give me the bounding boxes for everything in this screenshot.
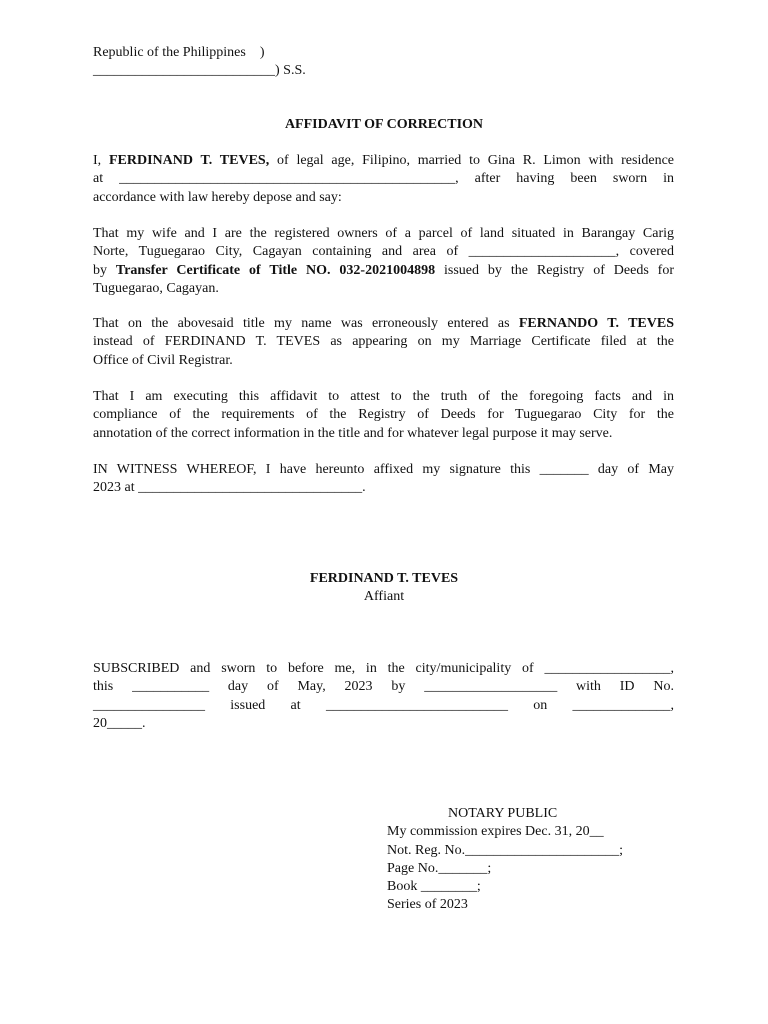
- venue-block: [93, 44, 353, 81]
- notary-series: Series of 2023: [387, 897, 468, 913]
- venue-ss-line: __________________________) S.S.: [93, 63, 306, 79]
- witness-line: 2023 at ________________________________.: [93, 480, 366, 496]
- document-title: AFFIDAVIT OF CORRECTION: [284, 117, 484, 132]
- purpose-line: compliance of the requirements of the Registry of Deeds for Tuguegarao City for the: [93, 407, 674, 423]
- intro-paragraph: [93, 152, 674, 207]
- purpose-line: annotation of the correct information in the title and for whatever legal purpose it may serve.: [93, 425, 613, 441]
- ownership-line: That my wife and I are the registered owners of a parcel of land situated in Barangay Carig: [93, 226, 674, 241]
- venue-country-line: Republic of the Philippines ): [93, 45, 265, 60]
- notary-book: Book ________;: [387, 879, 481, 895]
- affiant-name-inline: FERDINAND T. TEVES,: [108, 153, 270, 168]
- ownership-paragraph: [93, 225, 674, 298]
- witness-paragraph: [93, 461, 674, 498]
- notary-page-no: Page No._______;: [387, 860, 492, 876]
- notary-commission: My commission expires Dec. 31, 20__: [387, 824, 604, 840]
- jurat-line: 20_____.: [93, 715, 146, 731]
- witness-line: IN WITNESS WHEREOF, I have hereunto affixed my signature this _______ day of May: [93, 462, 674, 477]
- jurat-line: ________________ issued at __________________________ on ______________,: [93, 697, 674, 713]
- intro-line: at ________________________________________________, after having been sworn in: [93, 171, 674, 187]
- purpose-paragraph: [93, 388, 674, 443]
- affiant-name: FERDINAND T. TEVES: [309, 571, 459, 586]
- notary-block: [387, 805, 687, 915]
- intro-line: I, FERDINAND T. TEVES, of legal age, Filipino, married to Gina R. Limon with residence: [93, 153, 674, 168]
- affiant-label: Affiant: [363, 589, 405, 605]
- jurat-line: SUBSCRIBED and sworn to before me, in the city/municipality of __________________,: [93, 661, 674, 676]
- title-number: Transfer Certificate of Title NO. 032-2021004898: [115, 262, 436, 278]
- notary-title: NOTARY PUBLIC: [448, 806, 558, 821]
- ownership-line: Norte, Tuguegarao City, Cagayan containing and area of _____________________, covered: [93, 244, 674, 260]
- error-line: That on the abovesaid title my name was erroneously entered as FERNANDO T. TEVES: [93, 316, 674, 331]
- error-line: Office of Civil Registrar.: [93, 352, 233, 368]
- ownership-line: Tuguegarao, Cagayan.: [93, 280, 219, 296]
- purpose-line: That I am executing this affidavit to attest to the truth of the foregoing facts and in: [93, 389, 674, 404]
- jurat-line: this ___________ day of May, 2023 by ___________________ with ID No.: [93, 679, 674, 695]
- ownership-line: by Transfer Certificate of Title NO. 032-2021004898 issued by the Registry of Deeds for: [93, 262, 674, 278]
- affiant-signature-block: [270, 570, 498, 607]
- jurat-paragraph: [93, 660, 674, 733]
- notary-reg-no: Not. Reg. No.______________________;: [387, 842, 624, 858]
- error-line: instead of FERDINAND T. TEVES as appearing on my Marriage Certificate filed at the: [93, 334, 674, 350]
- erroneous-name: FERNANDO T. TEVES: [518, 316, 674, 331]
- error-paragraph: [93, 315, 674, 370]
- intro-line: accordance with law hereby depose and say:: [93, 189, 342, 205]
